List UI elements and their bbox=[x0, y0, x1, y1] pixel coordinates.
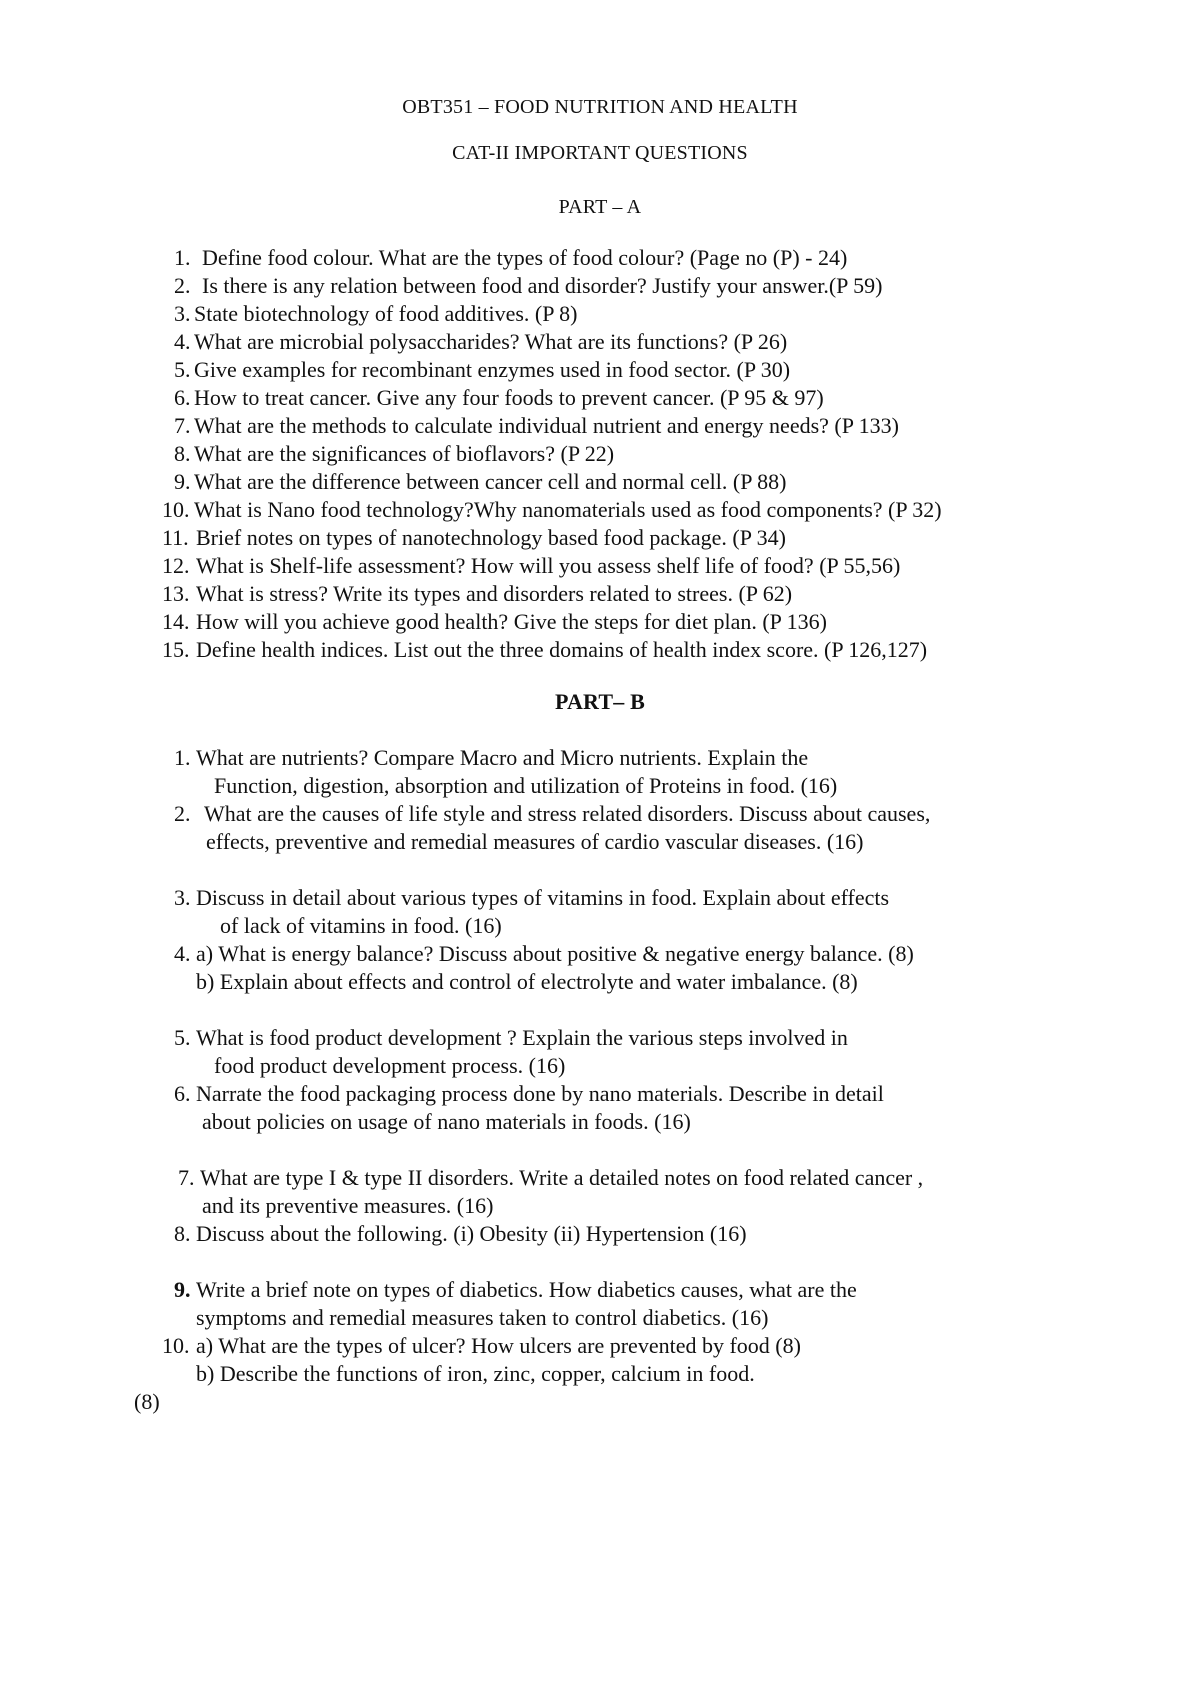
part-a-heading: PART – A bbox=[558, 196, 642, 218]
list-item: 4. What are microbial polysaccharides? What are its functions? (P 26) bbox=[174, 329, 788, 354]
list-item: 6. Narrate the food packaging process done by nano materials. Describe in detail bbox=[174, 1081, 884, 1106]
list-item: 9. Write a brief note on types of diabetics. How diabetics causes, what are the bbox=[174, 1277, 857, 1302]
list-item: 15. Define health indices. List out the three domains of health index score. (P 126,127) bbox=[162, 637, 928, 662]
list-item: 12. What is Shelf-life assessment? How will you assess shelf life of food? (P 55,56) bbox=[162, 553, 901, 578]
course-title: OBT351 – FOOD NUTRITION AND HEALTH bbox=[402, 96, 798, 118]
list-item-continuation: b) Explain about effects and control of electrolyte and water imbalance. (8) bbox=[196, 969, 858, 994]
list-item-continuation: b) Describe the functions of iron, zinc, copper, calcium in food. bbox=[196, 1361, 755, 1386]
list-item: 2. What are the causes of life style and stress related disorders. Discuss about causes, bbox=[174, 801, 931, 826]
list-item: 4. a) What is energy balance? Discuss about positive & negative energy balance. (8) bbox=[174, 941, 914, 966]
list-item: 8. What are the significances of bioflavors? (P 22) bbox=[174, 441, 615, 466]
list-item: 5. What is food product development ? Explain the various steps involved in bbox=[174, 1025, 848, 1050]
list-item-continuation: food product development process. (16) bbox=[214, 1053, 566, 1078]
list-item-continuation: effects, preventive and remedial measures of cardio vascular diseases. (16) bbox=[206, 829, 864, 854]
list-item: 6. How to treat cancer. Give any four foods to prevent cancer. (P 95 & 97) bbox=[174, 385, 824, 410]
list-item-continuation: (8) bbox=[134, 1389, 160, 1414]
list-item-continuation: and its preventive measures. (16) bbox=[202, 1193, 494, 1218]
list-item: 1. Define food colour. What are the types of food colour? (Page no (P) - 24) bbox=[174, 245, 848, 270]
list-item: 3. Discuss in detail about various types of vitamins in food. Explain about effects bbox=[174, 885, 890, 910]
list-item-continuation: of lack of vitamins in food. (16) bbox=[220, 913, 502, 938]
part-b-heading: PART– B bbox=[554, 689, 646, 714]
list-item: 5. Give examples for recombinant enzymes used in food sector. (P 30) bbox=[174, 357, 791, 382]
list-item-continuation: about policies on usage of nano materials in foods. (16) bbox=[202, 1109, 691, 1134]
list-item: 11. Brief notes on types of nanotechnology based food package. (P 34) bbox=[162, 525, 786, 550]
list-item: 1. What are nutrients? Compare Macro and Micro nutrients. Explain the bbox=[174, 745, 809, 770]
page-subtitle: CAT-II IMPORTANT QUESTIONS bbox=[452, 142, 748, 164]
list-item: 10. a) What are the types of ulcer? How ulcers are prevented by food (8) bbox=[162, 1333, 801, 1358]
list-item: 14. How will you achieve good health? Give the steps for diet plan. (P 136) bbox=[162, 609, 827, 634]
list-item: 7. What are type I & type II disorders. Write a detailed notes on food related cancer , bbox=[178, 1165, 924, 1190]
list-item: 10. What is Nano food technology?Why nanomaterials used as food components? (P 32) bbox=[162, 497, 942, 522]
list-item: 2. Is there is any relation between food and disorder? Justify your answer.(P 59) bbox=[174, 273, 883, 298]
list-item-continuation: symptoms and remedial measures taken to control diabetics. (16) bbox=[196, 1305, 769, 1330]
list-item: 9. What are the difference between cancer cell and normal cell. (P 88) bbox=[174, 469, 787, 494]
list-item-continuation: Function, digestion, absorption and utilization of Proteins in food. (16) bbox=[214, 773, 838, 798]
list-item: 8. Discuss about the following. (i) Obesity (ii) Hypertension (16) bbox=[174, 1221, 747, 1246]
list-item: 13. What is stress? Write its types and disorders related to strees. (P 62) bbox=[162, 581, 793, 606]
list-item: 3. State biotechnology of food additives. (P 8) bbox=[174, 301, 578, 326]
list-item: 7. What are the methods to calculate individual nutrient and energy needs? (P 133) bbox=[174, 413, 899, 438]
